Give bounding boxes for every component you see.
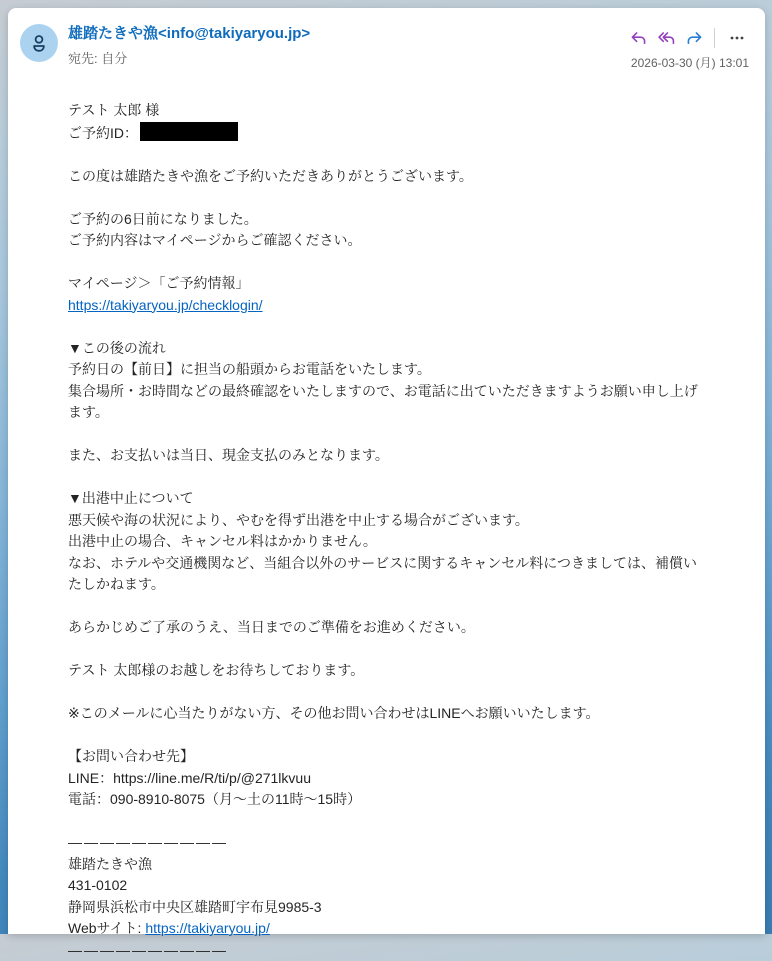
flow-line: ます。 [68, 402, 749, 424]
recipient-line: 宛先: 自分 [68, 50, 749, 68]
cancellation-line: たしかねます。 [68, 574, 749, 596]
sender-email[interactable]: <info@takiyaryou.jp> [158, 25, 310, 42]
cancellation-line: なお、ホテルや交通機関など、当組合以外のサービスに関するキャンセル料につきましては、補償い [68, 553, 749, 575]
signature-website-line [68, 918, 749, 940]
thanks-paragraph [68, 166, 749, 188]
toolbar-divider [714, 28, 715, 48]
flow-line: 集合場所・お時間などの最終確認をいたしますので、お電話に出ていただきますようお願い申し上げ [68, 381, 749, 403]
contact-phone-line: 電話：090-8910-8075（月～土の11時～15時） [68, 789, 749, 811]
cancellation-line: 出港中止の場合、キャンセル料はかかりません。 [68, 531, 749, 553]
website-label: Webサイト: [68, 920, 145, 936]
flow-line: 予約日の【前日】に担当の船頭からお電話をいたします。 [68, 359, 749, 381]
thanks-line: この度は雄踏たきや漁をご予約いただきありがとうございます。 [68, 166, 749, 188]
sender-name[interactable]: 雄踏たきや漁 [68, 25, 158, 42]
greeting-paragraph [68, 100, 749, 144]
preparation-paragraph [68, 617, 749, 639]
signature-postal-code: 431-0102 [68, 875, 749, 897]
reply-all-button[interactable] [652, 26, 680, 50]
message-date: 2026-03-30 (月) 13:01 [631, 54, 749, 71]
greeting-line: テスト 太郎 様 [68, 100, 749, 122]
signature-divider: ―――――――――― [68, 832, 749, 854]
flow-heading: ▼この後の流れ [68, 338, 749, 360]
signature-block [68, 832, 749, 961]
email-card [8, 8, 765, 934]
checklogin-link[interactable]: https://takiyaryou.jp/checklogin/ [68, 297, 263, 313]
mypage-label-line: マイページ＞「ご予約情報」 [68, 273, 749, 295]
message-header [8, 8, 765, 80]
awaiting-paragraph [68, 660, 749, 682]
redacted-reservation-id [140, 122, 238, 141]
countdown-paragraph [68, 209, 749, 252]
reservation-id-label: ご予約ID： [68, 125, 138, 141]
awaiting-line: テスト 太郎様のお越しをお待ちしております。 [68, 660, 749, 682]
reply-all-icon [657, 29, 676, 48]
preparation-line: あらかじめご了承のうえ、当日までのご準備をお進めください。 [68, 617, 749, 639]
mypage-link-line [68, 295, 749, 317]
countdown-line: ご予約の6日前になりました。 [68, 209, 749, 231]
reply-button[interactable] [624, 26, 652, 50]
contact-heading: 【お問い合わせ先】 [68, 746, 749, 768]
flow-paragraph [68, 338, 749, 424]
signature-company: 雄踏たきや漁 [68, 854, 749, 876]
message-body [8, 80, 765, 961]
more-options-button[interactable] [723, 26, 751, 50]
forward-icon [685, 29, 704, 48]
website-link[interactable]: https://takiyaryou.jp/ [145, 920, 270, 936]
signature-divider: ―――――――――― [68, 940, 749, 961]
countdown-line: ご予約内容はマイページからご確認ください。 [68, 230, 749, 252]
payment-paragraph [68, 445, 749, 467]
mypage-paragraph [68, 273, 749, 316]
contact-line-url: LINE：https://line.me/R/ti/p/@271lkvuu [68, 768, 749, 790]
signature-address: 静岡県浜松市中央区雄踏町宇布見9985-3 [68, 897, 749, 919]
forward-button[interactable] [680, 26, 708, 50]
cancellation-line: 悪天候や海の状況により、やむを得ず出港を中止する場合がございます。 [68, 510, 749, 532]
payment-line: また、お支払いは当日、現金支払のみとなります。 [68, 445, 749, 467]
disclaimer-paragraph [68, 703, 749, 725]
message-toolbar [624, 26, 751, 50]
disclaimer-line: ※このメールに心当たりがない方、その他お問い合わせはLINEへお願いいたします。 [68, 703, 749, 725]
reply-icon [629, 29, 648, 48]
person-icon [28, 32, 50, 54]
sender-avatar[interactable] [20, 24, 58, 62]
reservation-id-line [68, 122, 749, 145]
cancellation-heading: ▼出港中止について [68, 488, 749, 510]
cancellation-paragraph [68, 488, 749, 596]
more-options-icon [729, 30, 745, 46]
contact-paragraph [68, 746, 749, 811]
